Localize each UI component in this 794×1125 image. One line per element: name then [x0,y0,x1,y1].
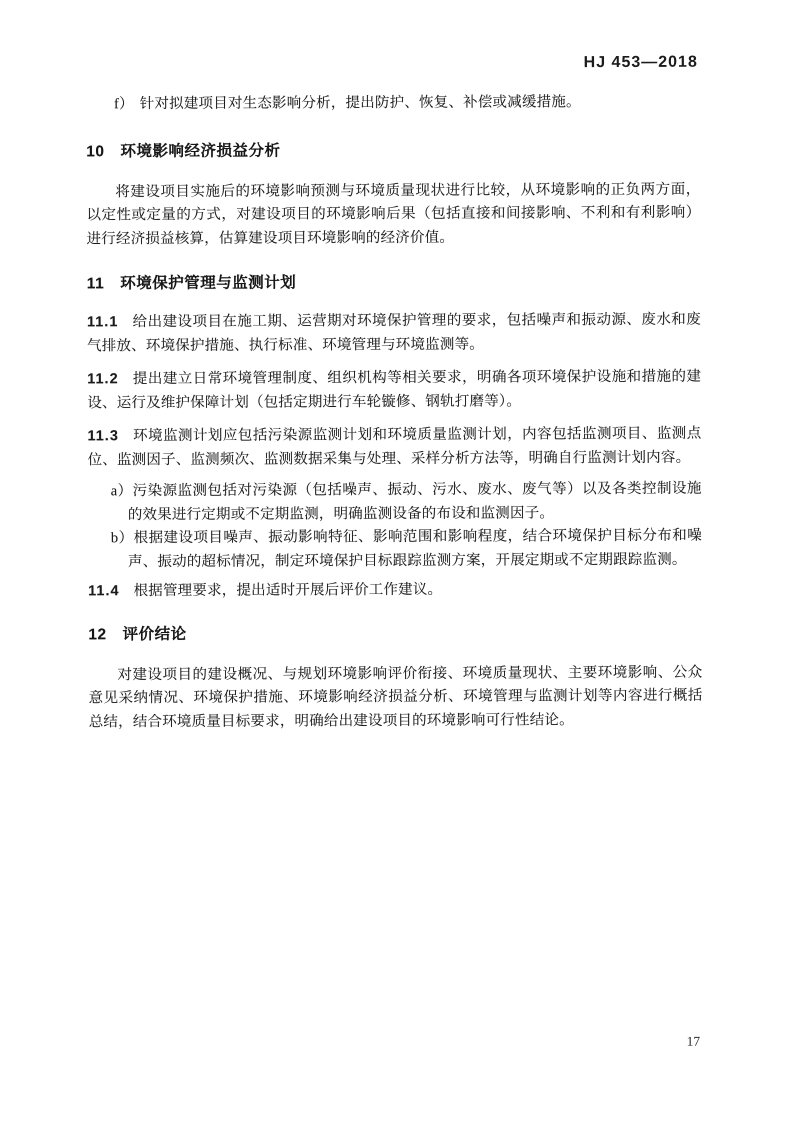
clause-11-4-number: 11.4 [88,583,120,600]
clause-11-2-number: 11.2 [87,371,119,388]
clause-11-2-text: 提出建立日常环境管理制度、组织机构等相关要求，明确各项环境保护设施和措施的建设、运行及维护保障计划（包括定期进行车轮镟修、钢轨打磨等）。 [87,368,702,411]
clause-11-1-number: 11.1 [86,314,119,331]
clause-11-3-number: 11.3 [87,428,119,445]
section-11-number: 11 [86,275,105,293]
clause-11-4 [88,578,702,604]
list-item-f [86,91,700,117]
list-item-f-label: f） [113,96,134,113]
clause-11-3 [87,423,701,473]
section-12-title: 评价结论 [122,625,187,643]
sub-item-a [88,478,702,528]
clause-11-1 [87,309,701,359]
clause-11-1-text: 给出建设项目在施工期、运营期对环境保护管理的要求，包括噪声和振动源、废水和废气排放、环境保护措施、执行标准、环境管理与环境监测等。 [87,311,701,354]
section-12-heading [88,621,702,646]
document-content [86,0,703,734]
sub-item-b [88,525,702,575]
list-item-f-text: 针对拟建项目对生态影响分析，提出防护、恢复、补偿或减缓措施。 [139,94,581,113]
sub-item-b-text: 根据建设项目噪声、振动影响特征、影响范围和影响程度，结合环境保护目标分布和噪声、振动的超标情况，制定环境保护目标跟踪监测方案，开展定期或不定期跟踪监测。 [127,527,702,570]
clause-11-3-text: 环境监测计划应包括污染源监测计划和环境质量监测计划，内容包括监测项目、监测点位、监测因子、监测频次、监测数据采集与处理、采样分析方法等，明确自行监测计划内容。 [87,425,702,468]
section-10-heading [86,138,700,163]
section-10-paragraph: 将建设项目实施后的环境影响预测与环境质量现状进行比较，从环境影响的正负两方面，以定性或定量的方式，对建设项目的环境影响后果（包括直接和间接影响、不利和有利影响）进行经济损益核算，估算建设项目环境影响的经济价值。 [86,181,701,247]
section-11-title: 环境保护管理与监测计划 [120,274,297,293]
sub-item-a-text: 污染源监测包括对污染源（包括噪声、振动、污水、废水、废气等）以及各类控制设施的效果进行定期或不定期监测，明确监测设备的布设和监测因子。 [127,480,702,523]
sub-item-b-label: b） [110,530,134,547]
page-number: 17 [686,1033,701,1049]
section-11-heading [87,271,701,296]
standard-number-header: HJ 453—2018 [583,53,698,72]
section-10-number: 10 [86,142,105,160]
clause-11-4-text: 根据管理要求，提出适时开展后评价工作建议。 [133,581,443,600]
section-12-number: 12 [88,625,107,643]
section-12-paragraph: 对建设项目的建设概况、与规划环境影响评价衔接、环境质量现状、主要环境影响、公众意见采纳情况、环境保护措施、环境影响经济损益分析、环境管理与监测计划等内容进行概括总结，结合环境质量目标要求，明确给出建设项目的环境影响可行性结论。 [88,664,703,730]
section-10-title: 环境影响经济损益分析 [120,142,281,160]
clause-11-2 [87,366,701,416]
sub-item-a-label: a） [110,483,133,500]
